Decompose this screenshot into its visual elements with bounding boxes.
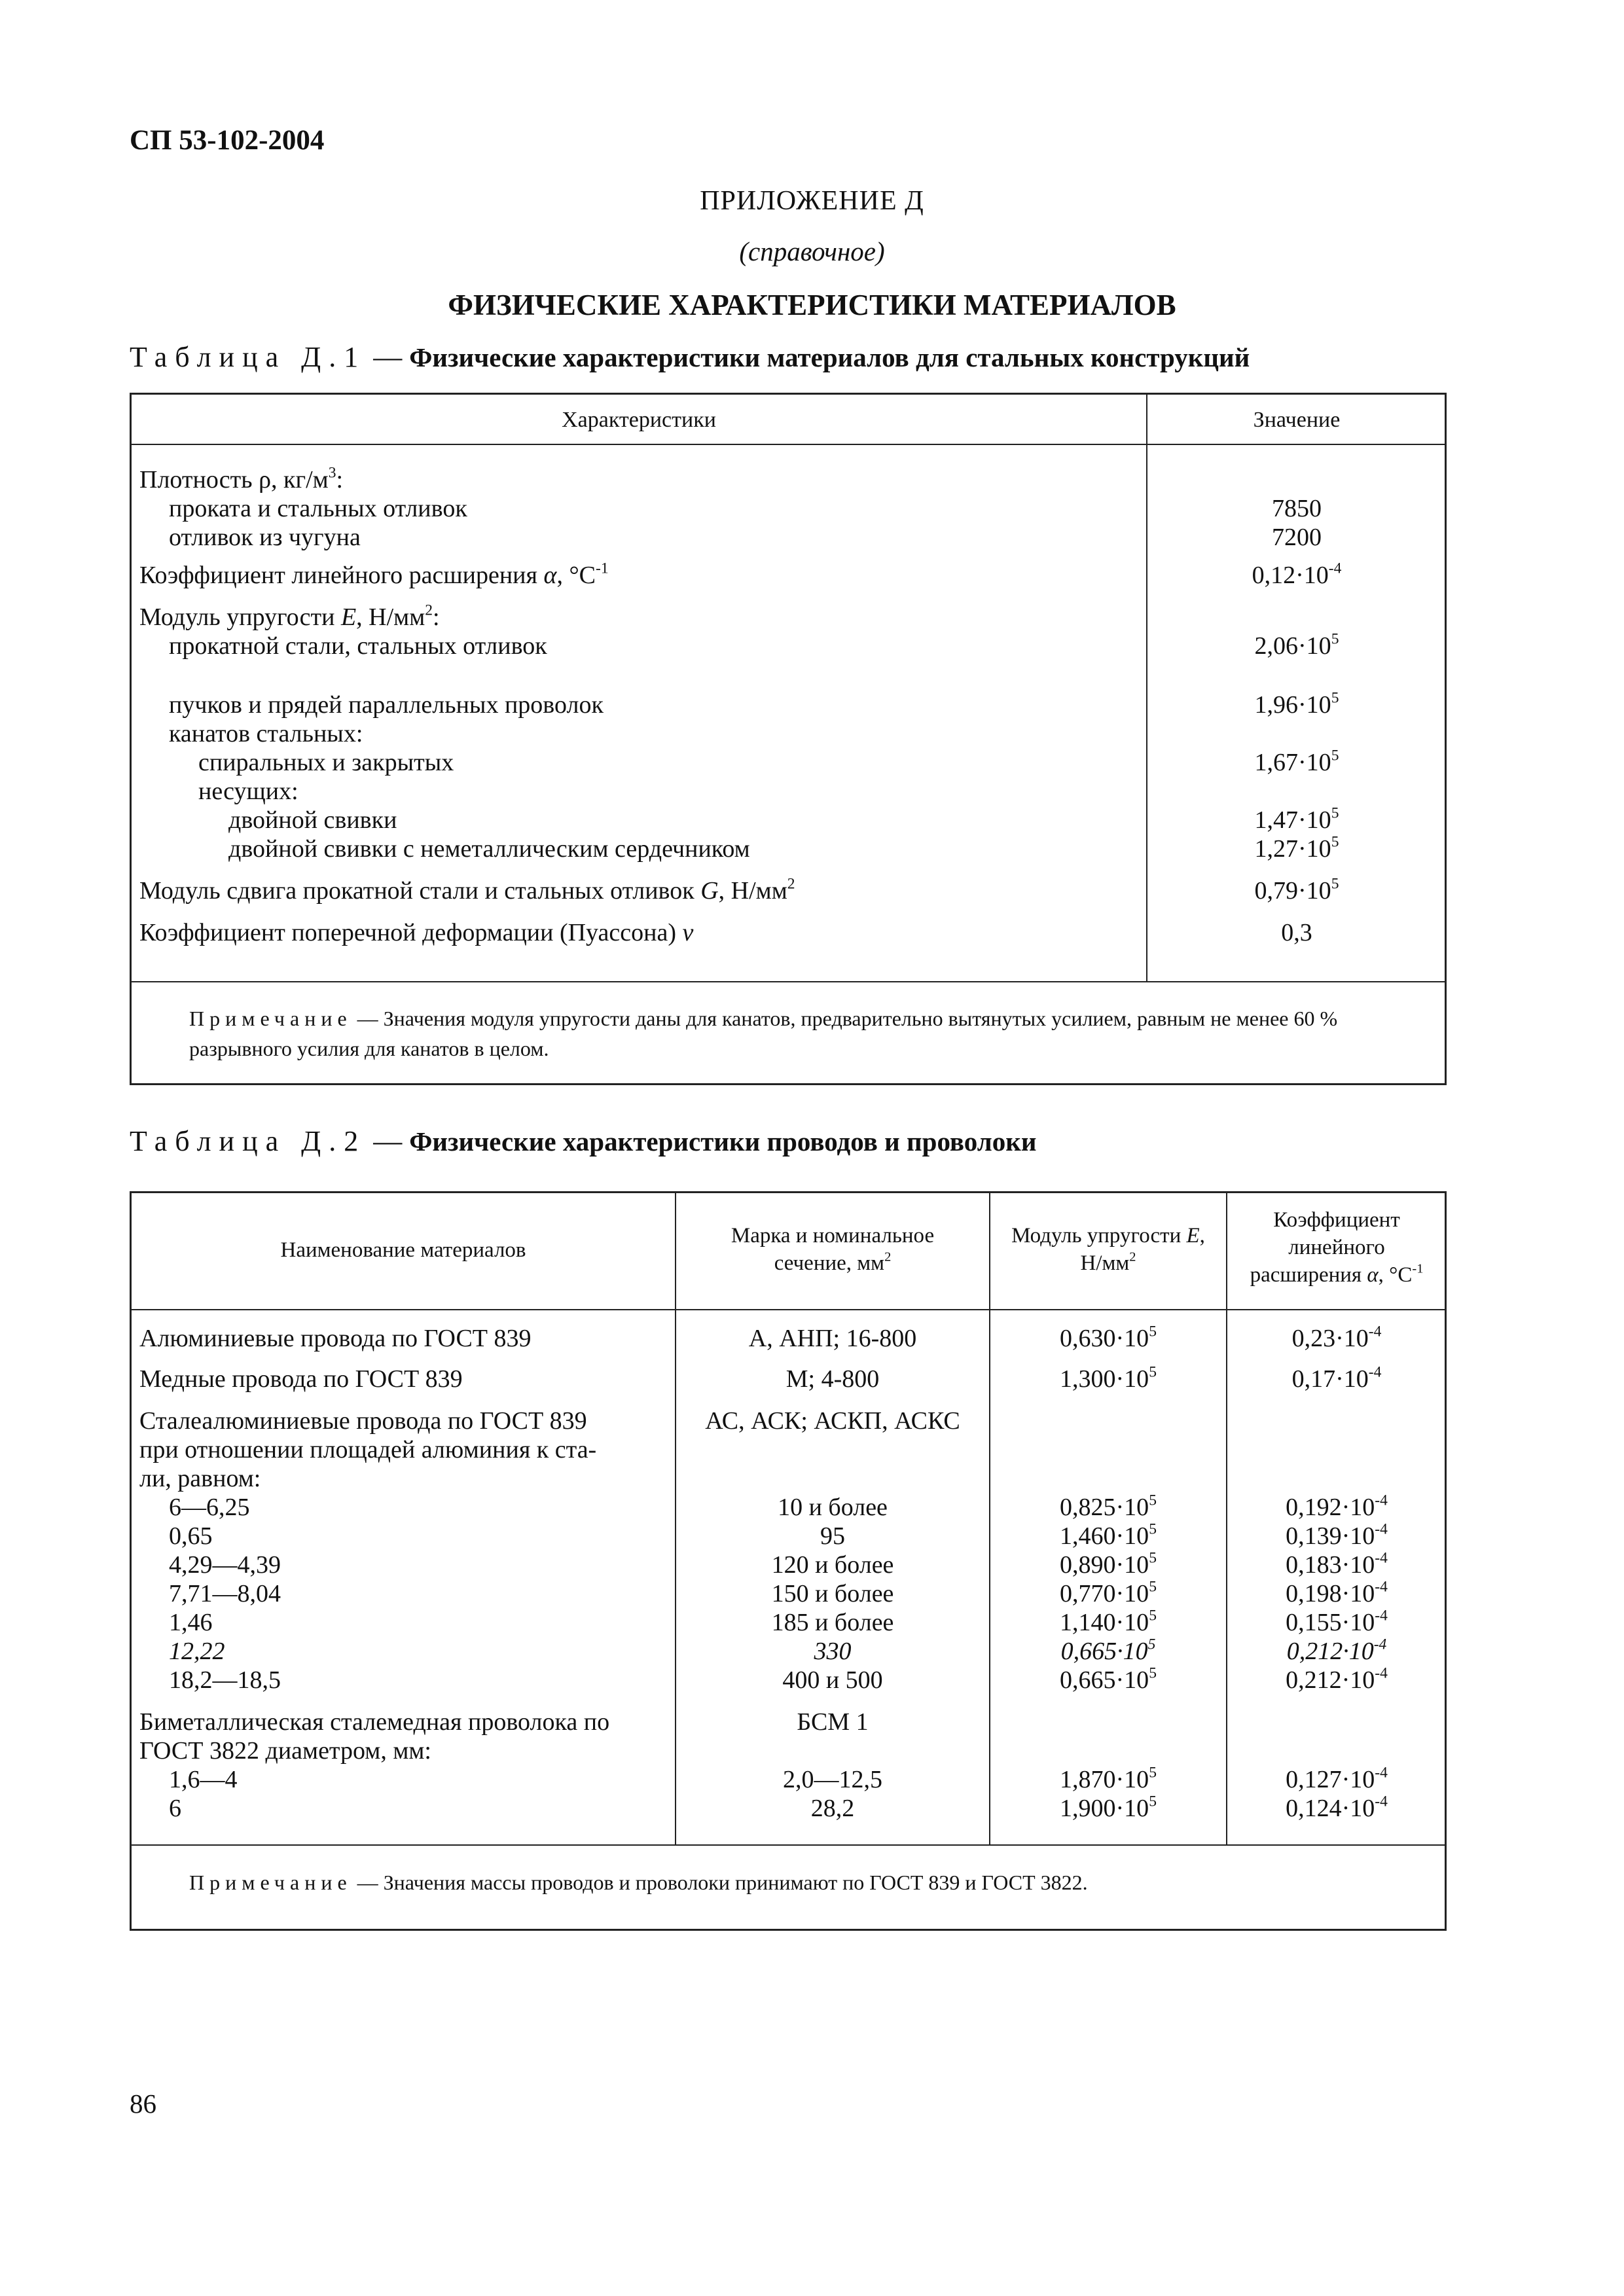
alum-modulus: $0,630\cdot 10^5$ xyxy=(1060,1323,1157,1352)
document-code: СП 53-102-2004 xyxy=(130,125,325,156)
sa-row-coefficient: $0,192\cdot 10^{-4}$ xyxy=(1286,1492,1388,1521)
copper-mark: М; 4-800 xyxy=(785,1365,880,1393)
sa-row-modulus: $1,460\cdot 10^5$ xyxy=(1060,1520,1157,1550)
steel-value: $2,06\cdot 10^5$ xyxy=(1254,630,1339,660)
sa-row-modulus: $0,665\cdot 10^5$ xyxy=(1060,1636,1156,1665)
bi-row-mark: 2,0—12,5 xyxy=(783,1766,882,1793)
sa-ratio: 1,46 xyxy=(169,1609,213,1636)
shear-value: $0,79\cdot 10^5$ xyxy=(1254,875,1339,905)
sa-row-modulus: $0,890\cdot 10^5$ xyxy=(1060,1549,1157,1579)
sa-row-mark: 330 xyxy=(814,1638,852,1665)
table2-note: Примечание — Значения массы проводов и проволоки принимают по ГОСТ 839 и ГОСТ 3822. xyxy=(189,1871,1088,1894)
sa-ratio: 7,71—8,04 xyxy=(169,1580,281,1607)
bi-name-line1: Биметаллическая сталемедная проволока по xyxy=(139,1708,610,1736)
table2-header-mark: Марка и номинальное сечение, $мм^2$ xyxy=(731,1224,935,1275)
appendix-title: ПРИЛОЖЕНИЕ Д xyxy=(700,186,924,216)
rolled-value: 7850 xyxy=(1272,495,1322,522)
sa-row-mark: 150 и более xyxy=(771,1580,894,1607)
table1-header-characteristics: Характеристики xyxy=(562,408,716,432)
sa-name-line3: ли, равном: xyxy=(139,1465,261,1492)
double-label: двойной свивки xyxy=(228,806,397,834)
alum-name: Алюминиевые провода по ГОСТ 839 xyxy=(139,1325,532,1352)
sa-row-modulus: $0,825\cdot 10^5$ xyxy=(1060,1492,1157,1521)
bi-mark: БСМ 1 xyxy=(797,1708,869,1736)
table1-header-value: Значение xyxy=(1253,408,1341,432)
bi-row-coefficient: $0,124\cdot 10^{-4}$ xyxy=(1286,1793,1388,1822)
density-label: Плотность ρ, $кг/м^3$: xyxy=(139,464,344,493)
table2-caption-label: Таблица Д.2 xyxy=(130,1125,367,1157)
shear-label: Модуль сдвига прокатной стали и стальных отливок G, $Н/мм^2$ xyxy=(139,875,795,905)
sa-ratio: 4,29—4,39 xyxy=(169,1551,281,1579)
table2-note-divider xyxy=(132,1844,1445,1846)
appendix-type: (справочное) xyxy=(739,236,885,266)
bi-row-coefficient: $0,127\cdot 10^{-4}$ xyxy=(1286,1764,1388,1793)
sa-row-coefficient: $0,198\cdot 10^{-4}$ xyxy=(1286,1578,1388,1607)
sa-row-modulus: $0,665\cdot 10^5$ xyxy=(1060,1664,1157,1694)
bundles-label: пучков и прядей параллельных проволок xyxy=(169,691,604,719)
sa-ratio: 0,65 xyxy=(169,1522,213,1550)
double-core-label: двойной свивки с неметаллическим сердечником xyxy=(228,835,750,863)
bundles-value: $1,96\cdot 10^5$ xyxy=(1254,689,1339,719)
table2-caption-dash: — xyxy=(366,1125,410,1157)
table1-note-divider xyxy=(132,981,1445,982)
sa-row-modulus: $1,140\cdot 10^5$ xyxy=(1060,1607,1157,1636)
table2-header-divider xyxy=(132,1309,1445,1310)
bi-name-line2: ГОСТ 3822 диаметром, мм: xyxy=(139,1737,431,1765)
table2 xyxy=(130,1191,1447,1931)
table1-note: Примечание — Значения модуля упругости даны для канатов, предварительно вытянутых усилием, равным не менее 60 % разрывного усилия для канатов в целом. xyxy=(189,1007,1338,1060)
poisson-value: 0,3 xyxy=(1281,919,1312,946)
sa-row-mark: 120 и более xyxy=(771,1551,894,1579)
table1-caption xyxy=(130,340,1250,374)
bi-row-mark: 28,2 xyxy=(810,1795,855,1822)
copper-name: Медные провода по ГОСТ 839 xyxy=(139,1365,463,1393)
table2-header-coefficient: Коэффициент линейного расширения α, $^\circ C^{-1}$ xyxy=(1250,1208,1424,1287)
bi-diameter: 6 xyxy=(169,1795,181,1822)
copper-coefficient: $0,17\cdot 10^{-4}$ xyxy=(1291,1363,1382,1393)
alum-coefficient: $0,23\cdot 10^{-4}$ xyxy=(1291,1323,1382,1352)
sa-ratio: 18,2—18,5 xyxy=(169,1666,281,1694)
sa-mark: АС, АСК; АСКП, АСКС xyxy=(705,1407,960,1435)
ropes-label: канатов стальных: xyxy=(169,720,363,747)
table2-header-modulus: Модуль упругости E, $Н/мм^2$ xyxy=(1011,1224,1205,1275)
castiron-label: отливок из чугуна xyxy=(169,524,361,551)
table2-header-name: Наименование материалов xyxy=(280,1238,526,1262)
sa-row-coefficient: $0,212\cdot 10^{-4}$ xyxy=(1286,1636,1387,1665)
double-core-value: $1,27\cdot 10^5$ xyxy=(1254,833,1339,863)
table1 xyxy=(130,393,1447,1085)
table1-header-divider xyxy=(132,444,1445,445)
table1-caption-title: Физические характеристики материалов для стальных конструкций xyxy=(409,342,1250,372)
sa-row-coefficient: $0,155\cdot 10^{-4}$ xyxy=(1286,1607,1388,1636)
alum-mark: А, АНП; 16-800 xyxy=(748,1325,917,1352)
sa-row-mark: 185 и более xyxy=(771,1609,894,1636)
sa-row-modulus: $0,770\cdot 10^5$ xyxy=(1060,1578,1157,1607)
section-title: ФИЗИЧЕСКИЕ ХАРАКТЕРИСТИКИ МАТЕРИАЛОВ xyxy=(448,289,1176,321)
alpha-value: $0,12\cdot 10^{-4}$ xyxy=(1252,560,1342,589)
table1-caption-dash: — xyxy=(366,341,410,373)
sa-row-mark: 10 и более xyxy=(778,1494,888,1521)
sa-ratio: 12,22 xyxy=(169,1638,225,1665)
sa-row-mark: 400 и 500 xyxy=(782,1666,883,1694)
carrying-label: несущих: xyxy=(198,778,298,805)
sa-ratio: 6—6,25 xyxy=(169,1494,250,1521)
sa-name-line1: Сталеалюминиевые провода по ГОСТ 839 xyxy=(139,1407,587,1435)
spiral-label: спиральных и закрытых xyxy=(198,749,454,776)
sa-row-coefficient: $0,139\cdot 10^{-4}$ xyxy=(1286,1520,1388,1550)
sa-name-line2: при отношении площадей алюминия к ста- xyxy=(139,1436,597,1463)
alpha-label: Коэффициент линейного расширения α, $^\circ C^{-1}$ xyxy=(139,560,609,589)
rolled-label: проката и стальных отливок xyxy=(169,495,467,522)
sa-row-coefficient: $0,212\cdot 10^{-4}$ xyxy=(1286,1664,1388,1694)
bi-row-modulus: $1,870\cdot 10^5$ xyxy=(1060,1764,1157,1793)
spiral-value: $1,67\cdot 10^5$ xyxy=(1254,747,1339,776)
copper-modulus: $1,300\cdot 10^5$ xyxy=(1060,1363,1157,1393)
bi-diameter: 1,6—4 xyxy=(169,1766,238,1793)
poisson-label: Коэффициент поперечной деформации (Пуассона) ν xyxy=(139,919,694,946)
bi-row-modulus: $1,900\cdot 10^5$ xyxy=(1060,1793,1157,1822)
table2-caption-title: Физические характеристики проводов и проволоки xyxy=(409,1126,1037,1157)
double-value: $1,47\cdot 10^5$ xyxy=(1254,804,1339,834)
sa-row-mark: 95 xyxy=(820,1522,845,1550)
page-number: 86 xyxy=(130,2089,156,2119)
table1-caption-label: Таблица Д.1 xyxy=(130,341,367,373)
castiron-value: 7200 xyxy=(1272,524,1322,551)
sa-row-coefficient: $0,183\cdot 10^{-4}$ xyxy=(1286,1549,1388,1579)
modulus-label: Модуль упругости E, $Н/мм^2$: xyxy=(139,601,440,631)
table2-caption xyxy=(130,1124,1037,1158)
steel-label: прокатной стали, стальных отливок xyxy=(169,632,547,660)
